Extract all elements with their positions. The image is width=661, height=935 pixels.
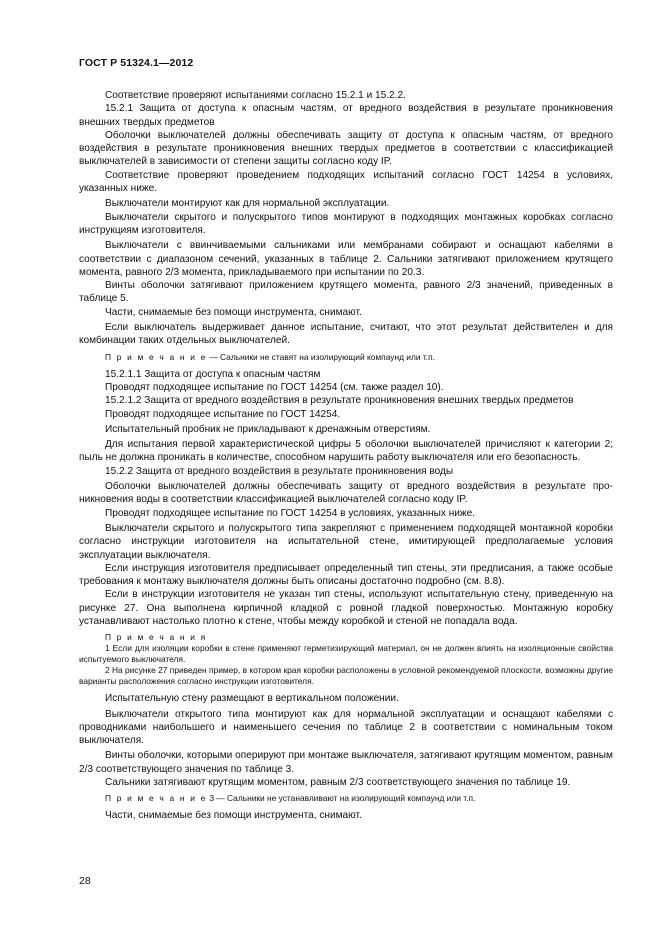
paragraph: Винты оболочки затягивают приложением крутящего момента, равного 2/3 значений, приведенных в таблице 5. [79,280,613,305]
paragraph: Оболочки выключателей должны обеспечивать защиту от вредного воздействия в результате проникновения воды в соответствии классификацией выключателей согласно коду IP. [79,481,613,506]
paragraph: Выключатели открытого типа монтируют как для нормальной эксплуатации и оснащают кабелями с проводниками наибольшего и наименьшего сечения по таблице 2 в соответствии с номинальным током выключателя. [79,708,613,747]
paragraph: Если в инструкции изготовителя не указан тип стены, используют испытательную стену, приведенную на рисунке 27. Она выполнена кирпичной кладкой с ровной гладкой поверхностью. Монтажную коробку устанавливают настолько плотно к стене, чтобы между коробкой и стеной не попадала вода. [79,589,613,627]
document-header: ГОСТ Р 51324.1—2012 [79,57,194,69]
paragraph: Выключатели монтируют как для нормальной эксплуатации. [105,198,390,210]
paragraph: Выключатели с ввинчиваемыми сальниками или мембранами собирают и оснащают кабелями в соответствии с диапазоном сечений, указанных в таблице 2. Сальники затягивают приложением крутящего момента, равного 2/3 момента, прикладываемого при испытании по 20.3. [79,240,613,278]
paragraph: Соответствие проверяют проведением подходящих испытаний согласно ГОСТ 14254 в условиях, указанных ниже. [79,169,613,195]
paragraph: Части, снимаемые без помощи инструмента, снимают. [105,810,362,822]
section-heading: 15.2.2 Защита от вредного воздействия в результате проникновения воды [105,465,454,477]
note-label: П р и м е ч а н и е [105,351,207,362]
note-label: П р и м е ч а н и е [105,793,207,804]
paragraph: Части, снимаемые без помощи инструмента, снимают. [105,306,362,318]
paragraph: Испытательную стену размещают в вертикальном положении. [105,693,399,705]
paragraph: Выключатели скрытого и полускрытого типов монтируют в подходящих монтажных коробках согласно инструкциям изготовителя. [79,211,613,236]
paragraph: Выключатели скрытого и полускрытого типа закрепляют с применением подходящей монтажной коробки согласно инструкции изготовителя на испытательной стене, имитирующей предполагаемые условия эксплуатации выключателя. [79,522,613,561]
page-number: 28 [79,875,91,887]
paragraph: Проводят подходящее испытание по ГОСТ 14254 (см. также раздел 10). [105,381,444,393]
section-heading: 15.2.1 Защита от доступа к опасным частям, от вредного воздействия в результате проникновения внешних твердых предметов [79,103,613,128]
note [79,793,613,804]
paragraph: Проводят подходящее испытание по ГОСТ 14254 в условиях, указанных ниже. [105,507,476,519]
note-item: 1 Если для изоляции коробки в стене применяют герметизирующий материал, он не должен влиять на изоляционные свойства испытуемого выключателя. [79,643,613,665]
document-body [79,89,613,823]
notes-label: П р и м е ч а н и я [105,632,207,643]
paragraph: Винты оболочки, которыми оперируют при монтаже выключателя, затягивают крутящим моментом, равным 2/3 соответствующего значения по таблице 3. [79,750,613,775]
paragraph: Оболочки выключателей должны обеспечивать защиту от доступа к опасным частям, от вредного воздействия в результате проникновения внешних твердых предметов в соответствии с классификацией выключателей в зависимости от степени защиты согласно коду IP. [79,129,613,168]
paragraph: Проводят подходящее испытание по ГОСТ 14254. [105,408,341,420]
paragraph: Для испытания первой характеристической цифры 5 оболочки выключателей причисляют к категории 2; пыль не должна проникать в количестве, способном нарушить работу выключателя или его безопасность. [79,439,613,464]
section-heading: 15.2.1.2 Защита от вредного воздействия в результате проникновения внешних твердых предметов [105,395,574,407]
paragraph: Испытательный пробник не прикладывают к дренажным отверстиям. [105,423,431,435]
paragraph: Если инструкция изготовителя предписывает определенный тип стены, эти предписания, а также особые требования к монтажу выключателя должны быть описаны достаточно подробно (см. 8.8). [79,562,613,588]
notes-block [79,632,613,687]
note-item: 2 На рисунке 27 приведен пример, в котором края коробки расположены в условной рекомендуемой плоскости, возможны другие варианты расположения согласно инструкции изготовителя. [79,665,613,687]
note-text: — Сальники не ставят на изолирующий компаунд или т.п. [207,351,435,362]
paragraph: Если выключатель выдерживает данное испытание, считают, что этот результат действителен и для комбинации таких отдельных выключателей. [79,322,613,347]
paragraph: Сальники затягивают крутящим моментом, равным 2/3 соответствующего значения по таблице 19. [105,777,571,789]
note [79,352,613,363]
section-heading: 15.2.1.1 Защита от доступа к опасным частям [105,368,321,380]
paragraph: Соответствие проверяют испытаниями согласно 15.2.1 и 15.2.2. [105,90,406,101]
note-text: 3 — Сальники не устанавливают на изолирующий компаунд или т.п. [207,793,476,804]
